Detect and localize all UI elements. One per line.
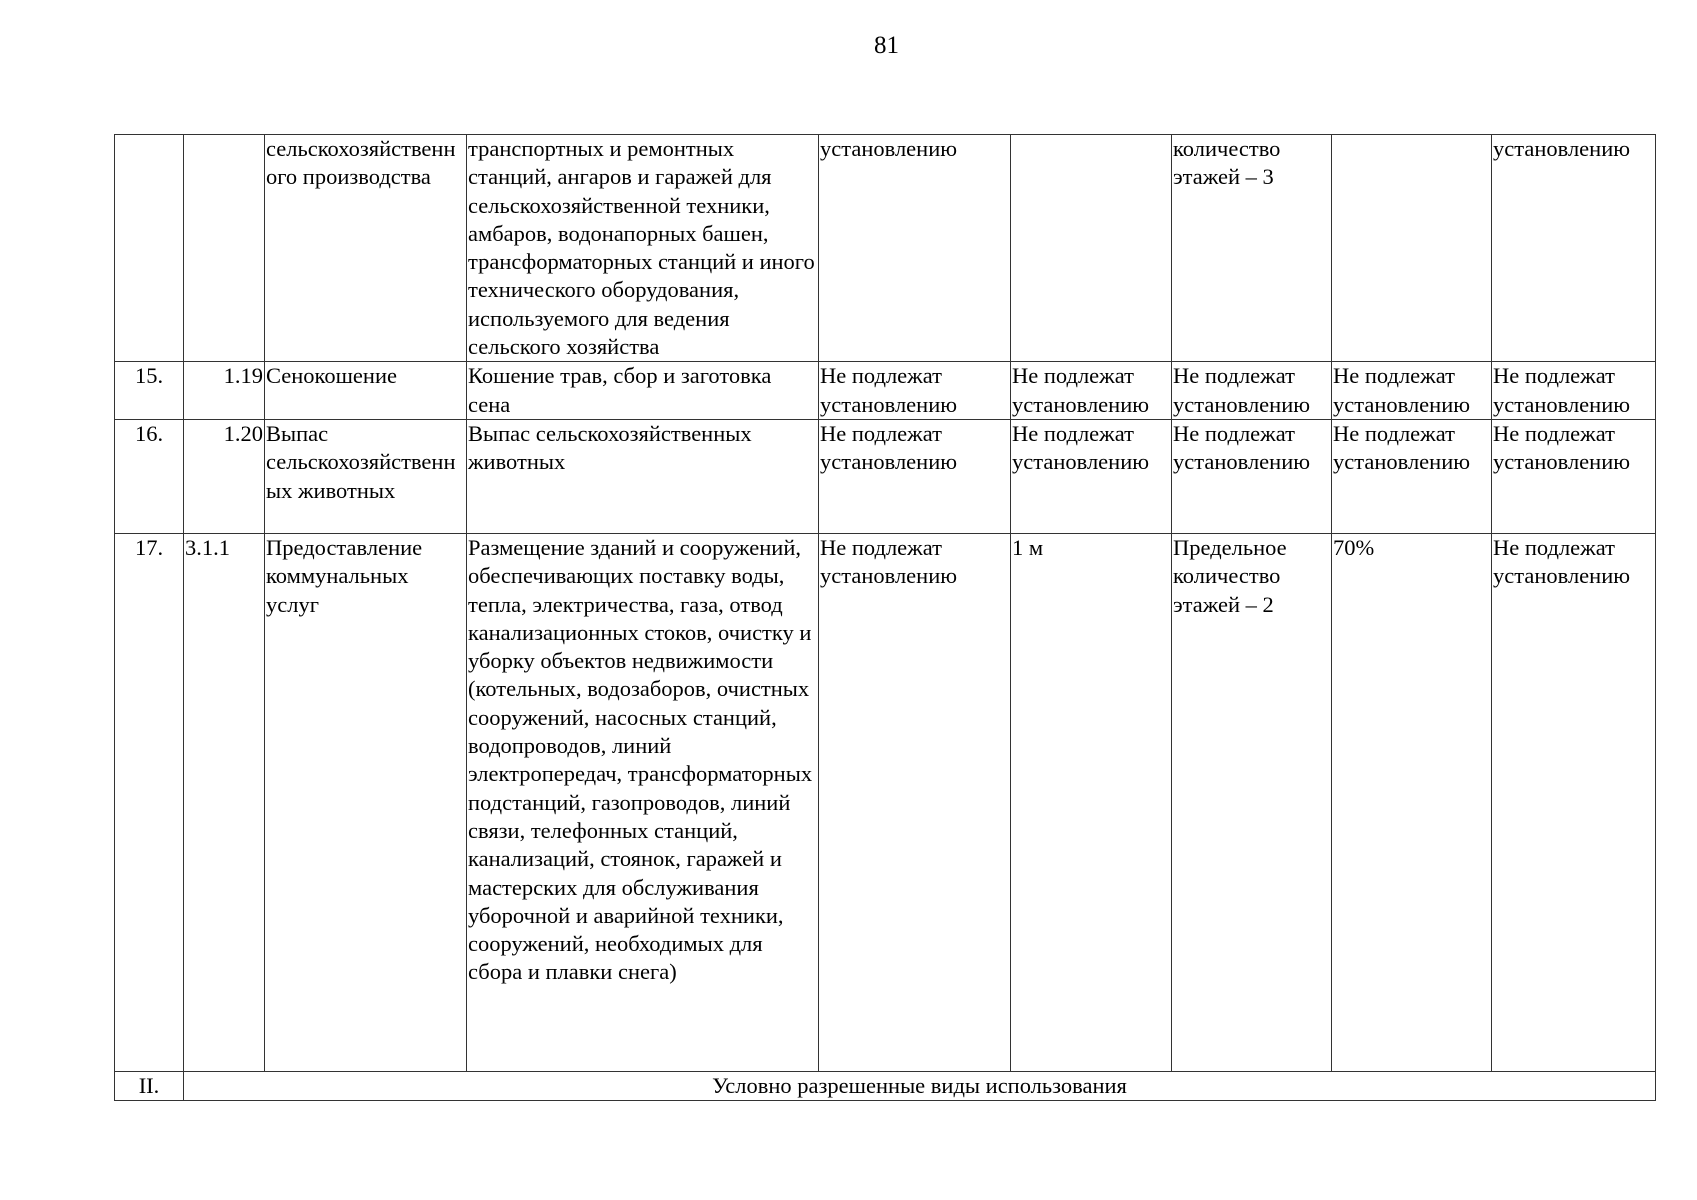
cell-col7: Не подлежат установлению: [1172, 419, 1332, 533]
cell-code: 1.20: [184, 419, 265, 533]
cell-code: 3.1.1: [184, 533, 265, 1071]
cell-code: [184, 135, 265, 362]
cell-col9: установлению: [1492, 135, 1656, 362]
cell-num: [115, 135, 184, 362]
cell-col7: Не подлежат установлению: [1172, 362, 1332, 420]
cell-num: 15.: [115, 362, 184, 420]
cell-col6: 1 м: [1011, 533, 1172, 1071]
cell-col9: Не подлежат установлению: [1492, 419, 1656, 533]
cell-col5: Не подлежат установлению: [819, 362, 1011, 420]
cell-col5: установлению: [819, 135, 1011, 362]
cell-num: 16.: [115, 419, 184, 533]
cell-description: Выпас сельскохозяйственных животных: [467, 419, 819, 533]
cell-col9: Не подлежат установлению: [1492, 362, 1656, 420]
cell-code: 1.19: [184, 362, 265, 420]
cell-col7: Предельное количество этажей – 2: [1172, 533, 1332, 1071]
cell-col6: Не подлежат установлению: [1011, 362, 1172, 420]
table-row-continuation: [115, 135, 1656, 362]
table-row: [115, 362, 1656, 420]
cell-description: Кошение трав, сбор и заготовка сена: [467, 362, 819, 420]
section-title: Условно разрешенные виды использования: [184, 1071, 1656, 1100]
cell-description: транспортных и ремонтных станций, ангаров и гаражей для сельскохозяйственной техники, амбаров, водонапорных башен, трансформаторных станций и иного технического оборудования, используемого для ведения сельского хозяйства: [467, 135, 819, 362]
cell-col5: Не подлежат установлению: [819, 533, 1011, 1071]
table-row: [115, 419, 1656, 533]
cell-col5: Не подлежат установлению: [819, 419, 1011, 533]
cell-col7: количество этажей – 3: [1172, 135, 1332, 362]
cell-col8: [1332, 135, 1492, 362]
section-row: [115, 1071, 1656, 1100]
land-use-table: [114, 134, 1656, 1101]
cell-col6: Не подлежат установлению: [1011, 419, 1172, 533]
cell-name: сельскохозяйственного производства: [265, 135, 467, 362]
cell-col8: Не подлежат установлению: [1332, 362, 1492, 420]
cell-col9: Не подлежат установлению: [1492, 533, 1656, 1071]
cell-description: Размещение зданий и сооружений, обеспечивающих поставку воды, тепла, электричества, газа, отвод канализационных стоков, очистку и уборку объектов недвижимости (котельных, водозаборов, очистных сооружений, насосных станций, водопроводов, линий электропередач, трансформаторных подстанций, газопроводов, линий связи, телефонных станций, канализаций, стоянок, гаражей и мастерских для обслуживания уборочной и аварийной техники, сооружений, необходимых для сбора и плавки снега): [467, 533, 819, 1071]
cell-name: Сенокошение: [265, 362, 467, 420]
cell-col8: 70%: [1332, 533, 1492, 1071]
cell-col8: Не подлежат установлению: [1332, 419, 1492, 533]
cell-num: 17.: [115, 533, 184, 1071]
cell-col6: [1011, 135, 1172, 362]
page-number: 81: [874, 32, 899, 59]
cell-name: Выпас сельскохозяйственных животных: [265, 419, 467, 533]
section-num: II.: [115, 1071, 184, 1100]
table-row: [115, 533, 1656, 1071]
cell-name: Предоставление коммунальных услуг: [265, 533, 467, 1071]
